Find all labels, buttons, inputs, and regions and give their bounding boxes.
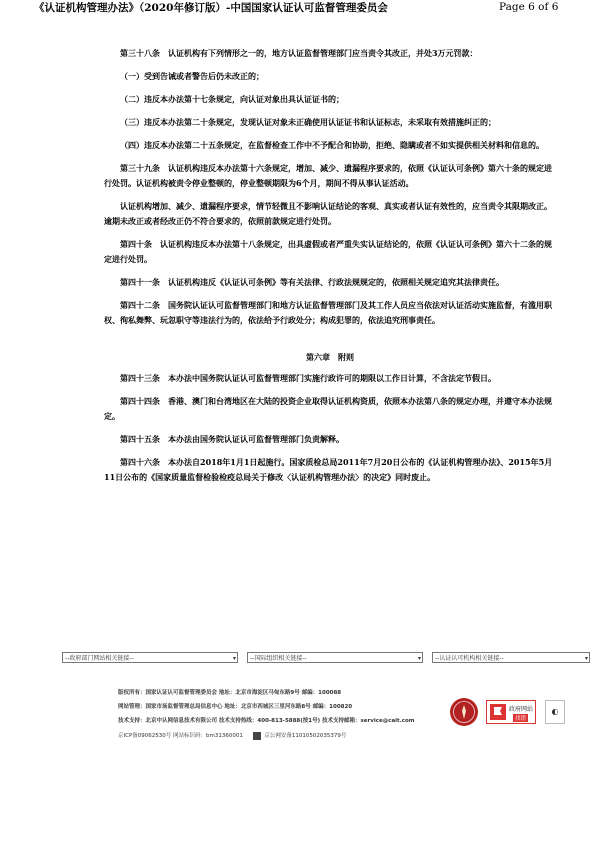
paragraph: 第四十条 认证机构违反本办法第十八条规定，出具虚假或者严重失实认证结论的，依照《认证认可条例》第六十二条的规定进行处罚。 bbox=[104, 239, 552, 264]
chapter-title: 第六章 附则 bbox=[306, 352, 354, 362]
page-header bbox=[0, 0, 613, 16]
paragraph: 第四十四条 香港、澳门和台湾地区在大陆的投资企业取得认证机构资质，依照本办法第八条的规定办理，并遵守本办法规定。 bbox=[104, 396, 552, 421]
paragraph: 第四十三条 本办法中国务院认证认可监督管理部门实施行政许可的期限以工作日计算，不含法定节假日。 bbox=[120, 373, 496, 383]
footer-management: 网站管理：国家市场监督管理总局信息中心 地址：北京市西城区三里河东路8号 邮编：100820 bbox=[118, 704, 353, 710]
chevron-down-icon: ▾ bbox=[584, 655, 588, 662]
chevron-down-icon: ▾ bbox=[232, 655, 236, 662]
gov-links-select[interactable] bbox=[62, 652, 238, 663]
paragraph: 认证机构增加、减少、遗漏程序要求，情节轻微且不影响认证结论的客观、真实或者认证有效性的，应当责令其限期改正。逾期未改正或者经改正仍不符合要求的，依照前款规定进行处罚。 bbox=[104, 201, 552, 226]
intl-links-select[interactable] bbox=[247, 652, 423, 663]
badge-title: 政府网站 bbox=[509, 706, 534, 713]
paragraph: 第四十六条 本办法自2018年1月1日起施行。国家质检总局2011年7月20日公布的《认证机构管理办法》、2015年5月11日公布的《国家质量监督检验检疫总局关于修改〈认证机构管理办法〉的决定》同时废止。 bbox=[104, 457, 553, 482]
document-title: 《认证机构管理办法》（2020年修订版）-中国国家认证认可监督管理委员会 bbox=[34, 2, 388, 14]
paragraph: （四）违反本办法第二十五条规定，在监督检查工作中不予配合和协助，拒绝、隐瞒或者不如实提供相关材料和信息的。 bbox=[120, 140, 544, 150]
paragraph: （三）违反本办法第二十条规定，发现认证对象未正确使用认证证书和认证标志，未采取有效措施纠正的； bbox=[120, 117, 496, 127]
article-body bbox=[104, 46, 556, 493]
police-badge-icon bbox=[253, 732, 261, 740]
paragraph: 第三十八条 认证机构有下列情形之一的，地方认证监督管理部门应当责令其改正，并处3万元罚款： bbox=[120, 48, 478, 58]
partial-badge-icon[interactable]: ◐ bbox=[545, 700, 565, 724]
gov-links-select-value: --政府部门网站相关链接-- bbox=[65, 655, 134, 662]
page-number: Page 6 of 6 bbox=[499, 1, 559, 13]
paragraph: 第四十一条 认证机构违反《认证认可条例》等有关法律、行政法规规定的，依照相关规定追究其法律责任。 bbox=[120, 277, 504, 287]
footer-copyright: 版权所有：国家认证认可监督管理委员会 地址：北京市海淀区马甸东路9号 邮编：100088 bbox=[118, 690, 342, 696]
link-selectors bbox=[62, 652, 590, 666]
police-record[interactable]: 京公网安备11010502035379号 bbox=[264, 733, 347, 739]
site-footer bbox=[118, 686, 478, 728]
seal-logo-icon[interactable] bbox=[449, 697, 479, 727]
flag-icon bbox=[490, 704, 506, 720]
cert-links-select[interactable] bbox=[432, 652, 590, 663]
footer-registration bbox=[118, 731, 346, 740]
gov-site-error-report-button[interactable] bbox=[486, 700, 536, 724]
badge-action: 找错 bbox=[515, 716, 527, 722]
paragraph: 第四十五条 本办法由国务院认证认可监督管理部门负责解释。 bbox=[120, 434, 344, 444]
footer-support: 技术支持：北京中认网信息技术有限公司 技术支持热线：400-813-5888(按1号) 技术支持邮箱：service@cait.com bbox=[118, 718, 415, 724]
paragraph: 第三十九条 认证机构违反本办法第十六条规定，增加、减少、遗漏程序要求的，依照《认证认可条例》第六十条的规定进行处罚。认证机构被责令停业整顿的，停业整顿期限为6个月，期间不得从事认证活动。 bbox=[104, 163, 552, 188]
icp-number[interactable]: 京ICP备09062530号 网站标识码：bm31360001 bbox=[118, 733, 243, 739]
paragraph: （一）受到告诫或者警告后仍未改正的； bbox=[120, 71, 264, 81]
chevron-down-icon: ▾ bbox=[417, 655, 421, 662]
intl-links-select-value: --国际组织相关链接-- bbox=[250, 655, 307, 662]
paragraph: （二）违反本办法第十七条规定，向认证对象出具认证证书的； bbox=[120, 94, 344, 104]
cert-links-select-value: --认证认可机构相关链接-- bbox=[435, 655, 504, 662]
paragraph: 第四十二条 国务院认证认可监督管理部门和地方认证监督管理部门及其工作人员应当依法对认证活动实施监督，有滥用职权、徇私舞弊、玩忽职守等违法行为的，依法给予行政处分；构成犯罪的，依法追究刑事责任。 bbox=[104, 300, 552, 325]
